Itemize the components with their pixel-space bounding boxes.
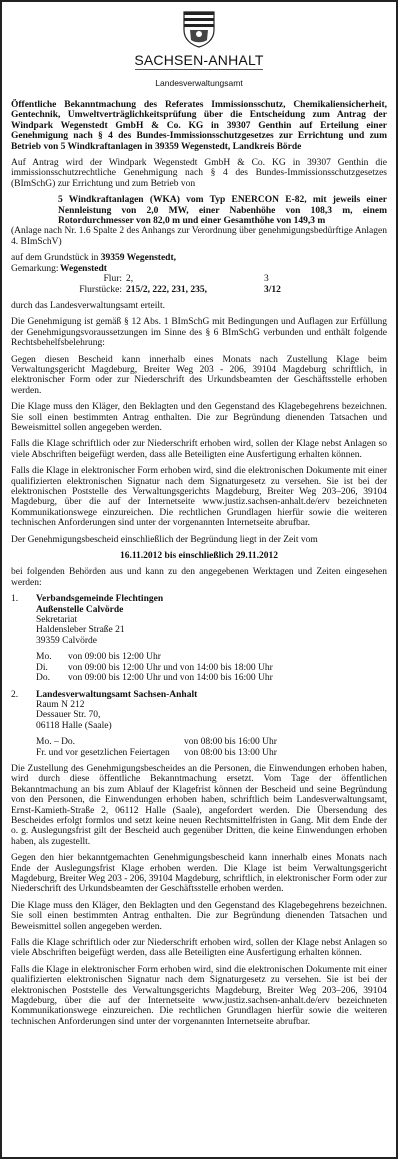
coat-of-arms-icon xyxy=(182,10,216,48)
notice-title: Öffentliche Bekanntmachung des Referates Immissionsschutz, Chemikaliensicherheit, Gentechnik, Umweltverträglichkeitsprüfung über die Entscheidung zum Antrag der Windpark Wegenstedt GmbH & Co. KG in 39307 Genthin auf Erteilung einer Genehmigung nach § 4 des Bundes-Immissionsschutzgesetzes zur Errichtung und zum Betrieb von 5 Windkraftanlagen in 39359 Wegenstedt, Landkreis Börde xyxy=(11,100,387,152)
flurst-value: 215/2, 222, 231, 235, xyxy=(126,284,208,295)
authority-1 xyxy=(11,594,387,683)
authority-1-number: 1. xyxy=(11,594,19,605)
paragraph-12: Falls die Klage in elektronischer Form erhoben wird, sind die elektronischen Dokumente mit einer qualifizierten elektronischen Signatur nach dem Signaturgesetz zu versehen. Sie ist bei der elektronischen Poststelle des Verwaltungsgerichts Magdeburg, Breiter Weg 203–206, 39104 Magdeburg, über die auf der Internetseite www.justiz.sachsen-anhalt.de/erv bezeichneten Kommunikationswege einzureichen. Die rechtlichen Grundlagen hierfür sowie die weiteren technischen Anforderungen sind unter der vorgenannten Internetseite abrufbar. xyxy=(11,964,387,1027)
paragraph-4: Falls die Klage schriftlich oder zur Niederschrift erhoben wird, sollen der Klage nebst Anlagen so viele Abschriften beigefügt werden, dass alle Beteiligten eine Ausfertigung erhalten können. xyxy=(11,439,387,460)
hours-time: von 09:00 bis 12:00 Uhr und von 14:00 bis 18:00 Uhr xyxy=(68,662,273,673)
flurst-value-2: 3/12 xyxy=(264,284,281,295)
authority-2-name: Landesverwaltungsamt Sachsen-Anhalt xyxy=(36,689,198,700)
authority-2-hours xyxy=(36,737,277,758)
paragraph-6: Der Genehmigungsbescheid einschließlich der Begründung liegt in der Zeit vom xyxy=(11,534,318,545)
hours-time: von 08:00 bis 13:00 Uhr xyxy=(184,747,277,758)
authority-1-line1: Sekretariat xyxy=(36,615,78,626)
paragraph-8: Die Zustellung des Genehmigungsbescheides an die Personen, die Einwendungen erhoben haben, wird durch diese öffentliche Bekanntmachung ersetzt. Vom Tage der öffentlichen Bekanntmachung an bis zum Ablauf der Klagefrist können der Bescheid und seine Begründung von den Personen, die Einwendungen erhoben haben, schriftlich beim Landesverwaltungsamt, Ernst-Kamieth-Straße 2, 06112 Halle (Saale), angefordert werden. Die Übersendung des Bescheides erfolgt formlos und setzt keine neuen Rechtsmittelfristen in Gang. Mit dem Ende der o. g. Auslegungsfrist gilt der Bescheid auch gegenüber Dritten, die keine Einwendungen erhoben haben, als zugestellt. xyxy=(11,763,387,847)
notice-body xyxy=(11,100,387,1033)
hours-time: von 09:00 bis 12:00 Uhr xyxy=(68,652,161,663)
paragraph-9: Gegen den hier bekanntgemachten Genehmigungsbescheid kann innerhalb eines Monats nach Ende der Auslegungsfrist Klage erhoben werden. Die Klage ist beim Verwaltungsgericht Magdeburg, Breiter Weg 203 - 206, 39104 Magdeburg, schriftlich, in elektronischer Form oder zur Niederschrift des Urkundsbeamten der Geschäftsstelle erhoben werden. xyxy=(11,853,387,895)
paragraph-11: Falls die Klage schriftlich oder zur Niederschrift erhoben wird, sollen der Klage nebst Anlagen so viele Abschriften beigefügt werden, dass alle Beteiligten eine Ausfertigung erhalten können. xyxy=(11,938,387,959)
authority-2-line3: 06118 Halle (Saale) xyxy=(36,720,112,731)
hours-time: von 08:00 bis 16:00 Uhr xyxy=(184,737,277,748)
authority-1-line2: Haldensleber Straße 21 xyxy=(36,625,125,636)
authority-1-line3: 39359 Calvörde xyxy=(36,635,97,646)
office-name: Landesverwaltungsamt xyxy=(155,77,243,88)
hours-day: Fr. und vor gesetzlichen Feiertagen xyxy=(36,747,170,758)
authority-2-line2: Dessauer Str. 70, xyxy=(36,710,101,721)
grundstueck-prefix: auf dem Grundstück in xyxy=(11,253,99,264)
intro-paragraph: Auf Antrag wird der Windpark Wegenstedt GmbH & Co. KG in 39307 Genthin die immissionsschutzrechtliche Genehmigung nach § 4 des Bundes-Immissionsschutzgesetzes (BImSchG) zur Errichtung und zum Betrieb von xyxy=(11,158,387,189)
authority-2 xyxy=(11,690,387,758)
authority-2-line1: Raum N 212 xyxy=(36,699,85,710)
hours-time: von 09:00 bis 12:00 Uhr und von 14:00 bis 16:00 Uhr xyxy=(68,673,273,684)
flur-value: 2, xyxy=(126,274,134,285)
gemarkung-value: Wegenstedt xyxy=(60,263,107,274)
authority-1-hours xyxy=(36,652,273,683)
paragraph-10: Die Klage muss den Kläger, den Beklagten und den Gegenstand des Klagebegehrens bezeichnen. Sie soll einen bestimmten Antrag enthalten. Die zur Begründung dienenden Tatsachen und Beweismittel sollen angegeben werden. xyxy=(11,900,387,932)
authority-2-number: 2. xyxy=(11,689,19,700)
header xyxy=(2,2,396,88)
paragraph-5: Falls die Klage in elektronischer Form erhoben wird, sind die elektronischen Dokumente mit einer qualifizierten elektronischen Signatur nach dem Signaturgesetz zu versehen. Sie ist bei der elektronischen Poststelle des Verwaltungsgerichts Magdeburg, Breiter Weg 203–206, 39104 Magdeburg, über die auf der Internetseite www.justiz.sachsen-anhalt.de/erv bezeichneten Kommunikationswege einzureichen. Die rechtlichen Grundlagen hierfür sowie die weiteren technischen Anforderungen sind unter der vorgenannten Internetseite abrufbar. xyxy=(11,466,387,529)
authority-1-name: Verbandsgemeinde Flechtingen xyxy=(36,594,164,605)
paragraph-7: bei folgenden Behörden aus und kann zu den angegebenen Werktagen und Zeiten eingesehen werden: xyxy=(11,567,387,588)
hours-day: Do. xyxy=(36,673,50,684)
authority-1-branch: Außenstelle Calvörde xyxy=(36,604,124,615)
hours-day: Mo. xyxy=(36,652,52,663)
flurst-label: Flurstücke: xyxy=(79,284,122,295)
display-dates: 16.11.2012 bis einschließlich 29.11.2012 xyxy=(119,551,279,562)
erteilt-line: durch das Landesverwaltungsamt erteilt. xyxy=(11,300,166,311)
paragraph-2: Gegen diesen Bescheid kann innerhalb eines Monats nach Zustellung Klage beim Verwaltungsgericht Magdeburg, Breiter Weg 203 - 206, 39104 Magdeburg schriftlich, in elektronischer Form oder zur Niederschrift des Urkundsbeamten der Geschäftsstelle erhoben werden. xyxy=(11,354,387,396)
state-name: SACHSEN-ANHALT xyxy=(134,52,264,69)
paragraph-3: Die Klage muss den Kläger, den Beklagten und den Gegenstand des Klagebegehrens bezeichnen. Sie soll einen bestimmten Antrag enthalten. Die zur Begründung dienenden Tatsachen und Beweismittel sollen angegeben werden. xyxy=(11,402,387,433)
anlage-paragraph: (Anlage nach Nr. 1.6 Spalte 2 des Anhangs zur Verordnung über genehmigungsbedürftige Anlagen 4. BImSchV) xyxy=(11,226,387,247)
grundstueck-place: 39359 Wegenstedt, xyxy=(100,253,176,264)
hours-day: Mo. – Do. xyxy=(36,737,76,748)
grundstueck-table xyxy=(11,264,281,295)
grundstueck-block xyxy=(11,253,387,295)
gemarkung-label: Gemarkung: xyxy=(11,263,59,274)
divider xyxy=(135,69,263,70)
flur-label: Flur: xyxy=(103,274,122,285)
paragraph-1: Die Genehmigung ist gemäß § 12 Abs. 1 BImSchG mit Bedingungen und Auflagen zur Erfüllung der Genehmigungsvoraussetzungen im Sinne des § 6 BImSchG verbunden und enthält folgende Rechtsbehelfsbelehrung: xyxy=(11,317,387,349)
wka-description: 5 Windkraftanlagen (WKA) vom Typ ENERCON E-82, mit jeweils einer Nennleistung von 2,0 MW, einer Nabenhöhe von 108,3 m, einem Rotordurchmesser von 82,0 m und einer Gesamthöhe von 149,3 m xyxy=(58,195,387,227)
flur-value-2: 3 xyxy=(264,274,269,285)
hours-day: Di. xyxy=(36,662,48,673)
